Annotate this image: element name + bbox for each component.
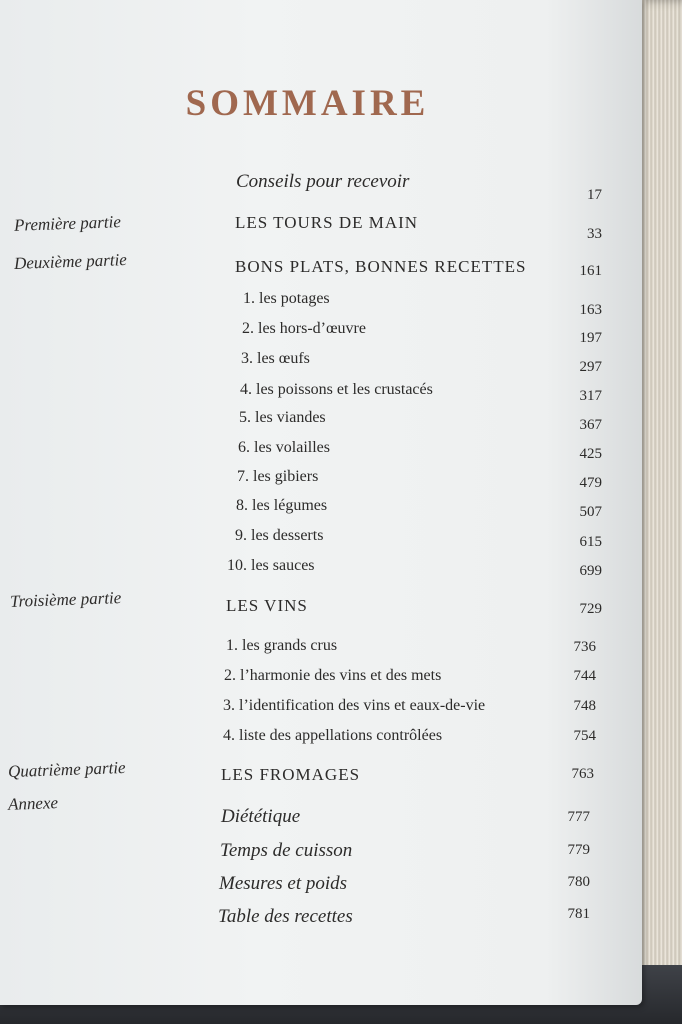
toc-entry-label: 1. les grands crus [226, 637, 338, 654]
part-label-troisieme: Troisième partie [9, 588, 122, 611]
toc-page-number: 161 [579, 263, 602, 279]
part-label-annexe: Annexe [7, 793, 59, 814]
toc-entry-label: 2. les hors-d’œuvre [242, 320, 366, 337]
toc-page-number: 17 [587, 187, 602, 203]
toc-page-number: 781 [567, 906, 590, 922]
toc-page-number: 748 [573, 698, 596, 714]
toc-entry-label: 9. les desserts [235, 527, 324, 544]
page-title: SOMMAIRE [185, 83, 430, 124]
toc-page-number: 763 [571, 766, 594, 782]
toc-entry-label: 4. les poissons et les crustacés [240, 381, 433, 398]
toc-page-number: 425 [579, 446, 602, 462]
toc-entry-label: 5. les viandes [239, 409, 326, 426]
toc-page-number: 317 [579, 388, 602, 404]
toc-entry-label: Temps de cuisson [220, 840, 353, 861]
toc-page-number: 33 [587, 226, 602, 242]
toc-page-number: 615 [579, 534, 602, 550]
toc-entry-label: LES TOURS DE MAIN [235, 213, 419, 232]
toc-entry-label: Table des recettes [218, 906, 353, 927]
part-label-premiere: Première partie [13, 212, 122, 235]
part-label-deuxieme: Deuxième partie [13, 250, 128, 273]
toc-page-number: 297 [579, 359, 602, 375]
toc-entry-label: 6. les volailles [238, 439, 330, 456]
toc-entry-label: 2. l’harmonie des vins et des mets [224, 667, 442, 684]
part-label-quatrieme: Quatrième partie [7, 757, 126, 782]
toc-page-number: 367 [579, 417, 602, 433]
toc-page-number: 736 [573, 639, 596, 655]
toc-entry-label: 4. liste des appellations contrôlées [223, 727, 443, 744]
toc-page-number: 197 [579, 330, 602, 346]
toc-entry-label: Diététique [221, 806, 301, 827]
toc-entry-label: 7. les gibiers [237, 468, 319, 485]
toc-page-number: 729 [579, 601, 602, 617]
toc-page-number: 163 [579, 302, 602, 318]
toc-entry-label: 3. les œufs [241, 350, 310, 367]
toc-entry-label: 8. les légumes [236, 497, 328, 514]
toc-entry-label: BONS PLATS, BONNES RECETTES [235, 257, 527, 276]
toc-entry-label: LES VINS [226, 596, 308, 615]
toc-page-number: 479 [579, 475, 602, 491]
toc-entry-label: 3. l’identification des vins et eaux-de-vie [223, 697, 486, 714]
toc-entry-label: 1. les potages [243, 290, 330, 307]
toc-page-number: 754 [573, 728, 596, 744]
toc-page-number: 507 [579, 504, 602, 520]
toc-page-number: 744 [573, 668, 596, 684]
toc-entry-label: LES FROMAGES [221, 765, 361, 784]
toc-page-number: 699 [579, 563, 602, 579]
toc-page-number: 779 [567, 842, 590, 858]
toc-page-number: 777 [567, 809, 590, 825]
toc-entry-label: 10. les sauces [227, 557, 315, 574]
toc-entry-label: Mesures et poids [219, 873, 348, 894]
toc-entry-label: Conseils pour recevoir [236, 171, 410, 192]
toc-page-number: 780 [567, 874, 590, 890]
